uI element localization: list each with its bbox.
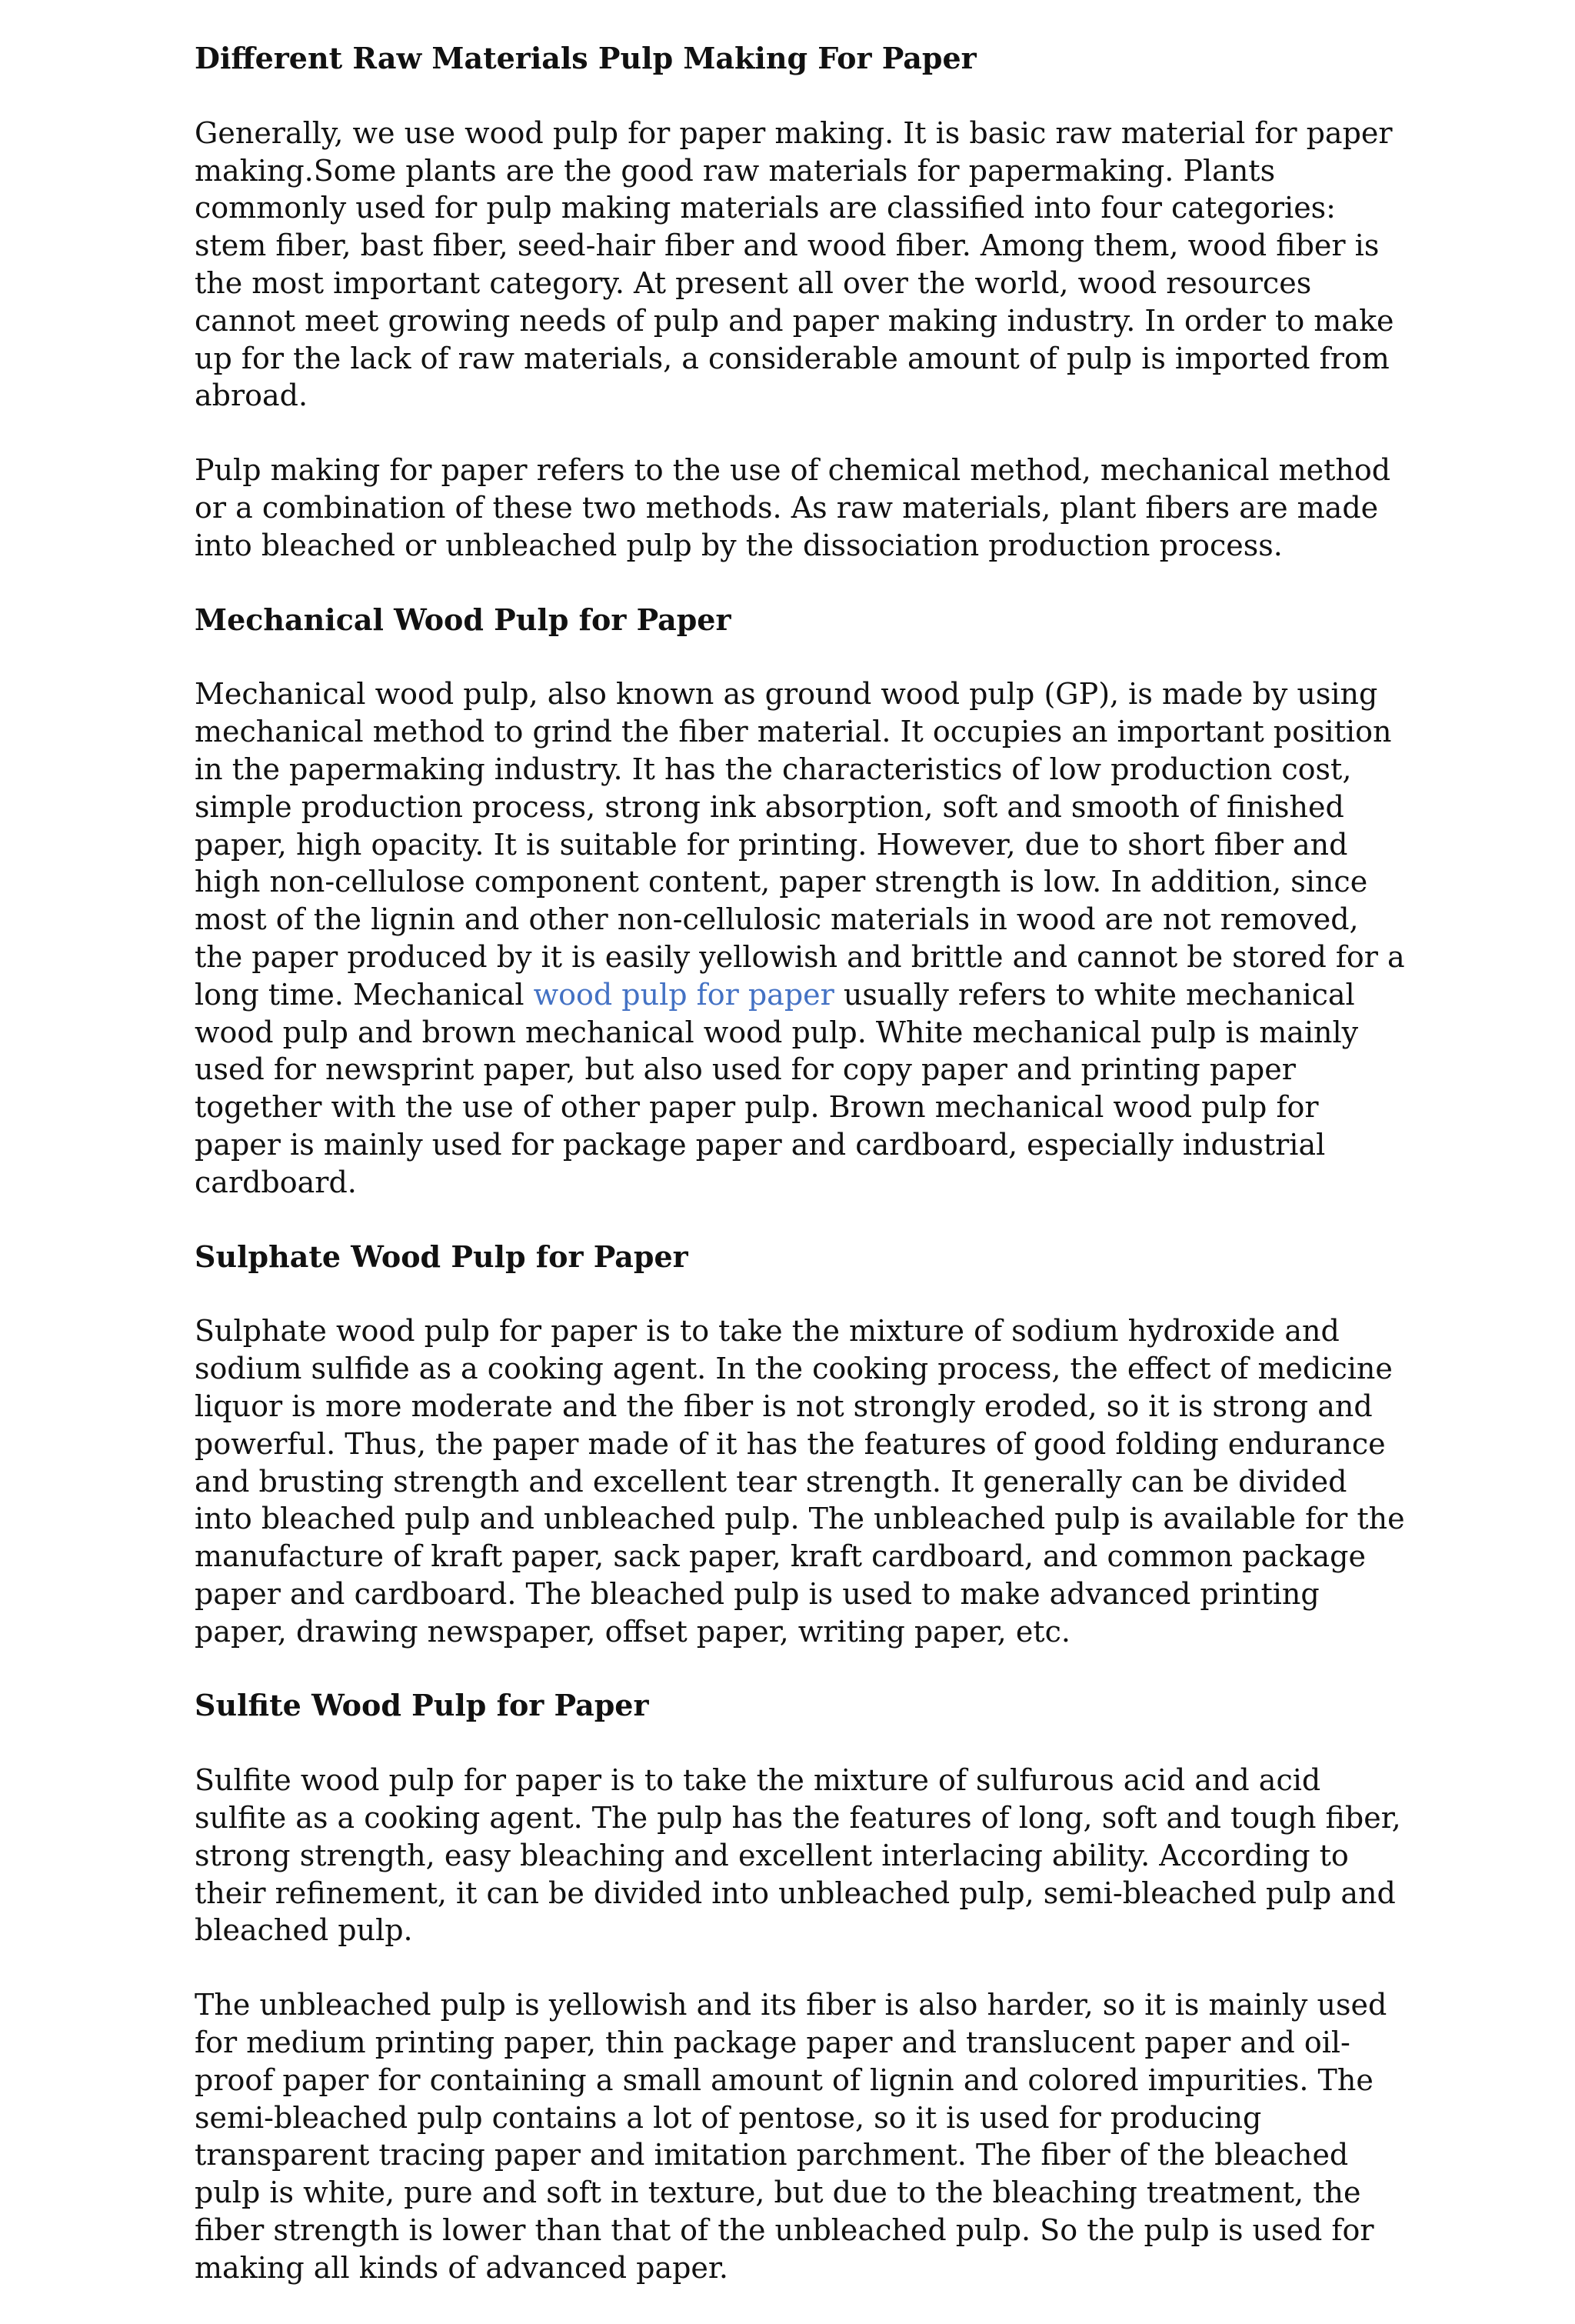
page-title: Different Raw Materials Pulp Making For Paper: [195, 41, 977, 75]
sulfite-paragraph-1: Sulfite wood pulp for paper is to take the mixture of sulfurous acid and acid sulfite as a cooking agent. The pulp has the features of long, soft and tough fiber, strong strength, easy bleaching and excellent interlacing ability. According to their refinement, it can be divided into unbleached pulp, semi-bleached pulp and bleached pulp.: [195, 1763, 1401, 1948]
sulfite-paragraph-2: The unbleached pulp is yellowish and its fiber is also harder, so it is mainly used for medium printing paper, thin package paper and translucent paper and oil-proof paper for containing a small amount of lignin and colored impurities. The semi-bleached pulp contains a lot of pentose, so it is used for producing transparent tracing paper and imitation parchment. The fiber of the bleached pulp is white, pure and soft in texture, but due to the bleaching treatment, the fiber strength is lower than that of the unbleached pulp. So the pulp is used for making all kinds of advanced paper.: [195, 1988, 1387, 2285]
intro-paragraph-1: Generally, we use wood pulp for paper making. It is basic raw material for paper making.Some plants are the good raw materials for papermaking. Plants commonly used for pulp making materials are classified into four categories: stem fiber, bast fiber, seed-hair fiber and wood fiber. Among them, wood fiber is the most important category. At present all over the world, wood resources cannot meet growing needs of pulp and paper making industry. In order to make up for the lack of raw materials, a considerable amount of pulp is imported from abroad.: [195, 115, 1394, 413]
sulphate-heading: Sulphate Wood Pulp for Paper: [195, 1239, 688, 1274]
mechanical-paragraph: [195, 675, 1410, 1201]
intro-paragraph-2: Pulp making for paper refers to the use of chemical method, mechanical method or a combination of these two methods. As raw materials, plant fibers are made into bleached or unbleached pulp by the dissociation production process.: [195, 453, 1391, 562]
wood-pulp-link[interactable]: wood pulp for paper: [533, 977, 834, 1012]
mechanical-text-after-link: usually refers to white mechanical wood pulp and brown mechanical wood pulp. White mechanical pulp is mainly used for newsprint paper, but also used for copy paper and printing paper together with the use of other paper pulp. Brown mechanical wood pulp for paper is mainly used for package paper and cardboard, especially industrial cardboard.: [195, 977, 1359, 1199]
document-page: [195, 40, 1410, 2324]
sulphate-paragraph: Sulphate wood pulp for paper is to take the mixture of sodium hydroxide and sodium sulfide as a cooking agent. In the cooking process, the effect of medicine liquor is more moderate and the fiber is not strongly eroded, so it is strong and powerful. Thus, the paper made of it has the features of good folding endurance and brusting strength and excellent tear strength. It generally can be divided into bleached pulp and unbleached pulp. The unbleached pulp is available for the manufacture of kraft paper, sack paper, kraft cardboard, and common package paper and cardboard. The bleached pulp is used to make advanced printing paper, drawing newspaper, offset paper, writing paper, etc.: [195, 1314, 1405, 1649]
sulfite-heading: Sulfite Wood Pulp for Paper: [195, 1688, 649, 1723]
mechanical-heading: Mechanical Wood Pulp for Paper: [195, 602, 731, 637]
mechanical-text-before-link: Mechanical wood pulp, also known as ground wood pulp (GP), is made by using mechanical method to grind the fiber material. It occupies an important position in the papermaking industry. It has the characteristics of low production cost, simple production process, strong ink absorption, soft and smooth of finished paper, high opacity. It is suitable for printing. However, due to short fiber and high non-cellulose component content, paper strength is low. In addition, since most of the lignin and other non-cellulosic materials in wood are not removed, the paper produced by it is easily yellowish and brittle and cannot be stored for a long time. Mechanical: [195, 677, 1405, 1012]
